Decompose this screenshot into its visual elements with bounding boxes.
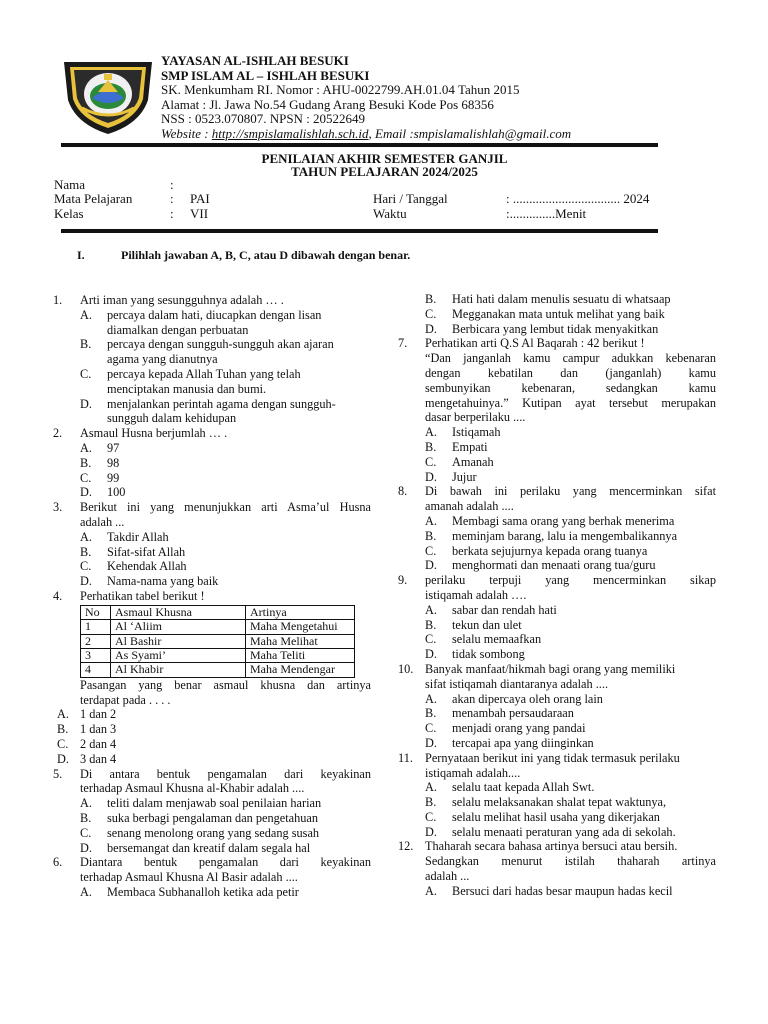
option-letter: C. bbox=[425, 809, 437, 824]
value-nama bbox=[190, 178, 210, 192]
option-text: percaya dengan sungguh-sungguh akan ajaran bbox=[107, 337, 334, 352]
option-text: Empati bbox=[452, 439, 488, 454]
info-divider bbox=[61, 229, 658, 233]
option-text: 98 bbox=[107, 455, 120, 470]
question-text: istiqamah adalah …. bbox=[425, 587, 527, 602]
option-d[interactable] bbox=[425, 322, 716, 337]
question-11 bbox=[398, 751, 716, 840]
option-c[interactable] bbox=[80, 559, 371, 574]
email-text: , Email :smpislamalishlah@gmail.com bbox=[368, 125, 572, 141]
option-text: Takdir Allah bbox=[107, 529, 169, 544]
table-cell: 1 bbox=[81, 620, 111, 634]
option-a[interactable] bbox=[57, 707, 371, 722]
option-text: Nama-nama yang baik bbox=[107, 574, 219, 589]
instruction-text: Pilihlah jawaban A, B, C, atau D dibawah dengan benar. bbox=[121, 248, 411, 262]
question-6-continued bbox=[398, 292, 716, 336]
option-letter: D. bbox=[80, 840, 92, 855]
option-b[interactable] bbox=[57, 722, 371, 737]
option-text: Kehendak Allah bbox=[107, 559, 187, 574]
option-letter: A. bbox=[80, 529, 92, 544]
option-text: Amanah bbox=[452, 454, 494, 469]
option-text: sungguh dalam kehidupan bbox=[107, 411, 237, 426]
table-cell: Maha Teliti bbox=[246, 648, 355, 662]
option-c[interactable] bbox=[425, 632, 716, 647]
option-text: Bersuci dari hadas besar maupun hadas kecil bbox=[452, 883, 673, 898]
table-cell: 4 bbox=[81, 663, 111, 677]
option-letter: A. bbox=[425, 883, 437, 898]
option-a[interactable] bbox=[425, 514, 716, 529]
question-2 bbox=[53, 426, 371, 500]
option-text: 2 dan 4 bbox=[80, 736, 117, 751]
question-3 bbox=[53, 500, 371, 589]
header-divider bbox=[61, 143, 658, 147]
question-number: 4. bbox=[53, 588, 63, 603]
school-logo-emblem bbox=[60, 56, 156, 136]
option-text: selalu taat kepada Allah Swt. bbox=[452, 780, 595, 795]
option-text: menambah persaudaraan bbox=[452, 706, 574, 721]
option-d[interactable] bbox=[80, 574, 371, 589]
question-12 bbox=[398, 839, 716, 898]
option-c[interactable] bbox=[425, 721, 716, 736]
question-text: perilaku terpuji yang mencerminkan sikap bbox=[425, 573, 716, 588]
option-letter: C. bbox=[425, 306, 437, 321]
question-text: terhadap Asmaul Khusna Al Basir adalah .... bbox=[80, 870, 298, 885]
table-cell: Al Bashir bbox=[111, 634, 246, 648]
label-mata-pelajaran: Mata Pelajaran bbox=[54, 191, 133, 207]
question-number: 12. bbox=[398, 839, 414, 854]
option-letter: B. bbox=[80, 337, 92, 352]
option-b[interactable] bbox=[425, 292, 716, 307]
option-text: menghormati dan menaati orang tua/guru bbox=[452, 558, 656, 573]
option-a[interactable] bbox=[425, 884, 716, 899]
option-letter: B. bbox=[425, 292, 437, 306]
option-text: menjalankan perintah agama dengan sungguh- bbox=[107, 396, 336, 411]
question-text: Diantara bentuk pengamalan dari keyakinan bbox=[80, 855, 371, 870]
option-letter: A. bbox=[80, 884, 92, 899]
question-text: Perhatikan arti Q.S Al Baqarah : 42 berikut ! bbox=[425, 336, 645, 351]
question-number: 11. bbox=[398, 750, 413, 765]
table-header: Asmaul Khusna bbox=[111, 605, 246, 619]
question-text: Di antara bentuk pengamalan dari keyakinan bbox=[80, 766, 371, 781]
option-b[interactable] bbox=[425, 440, 716, 455]
question-text: adalah ... bbox=[80, 514, 125, 529]
info-labels bbox=[54, 178, 132, 221]
option-letter: A. bbox=[80, 307, 92, 322]
question-number: 3. bbox=[53, 500, 63, 515]
option-text: teliti dalam menjawab soal penilaian harian bbox=[107, 796, 322, 811]
option-letter: B. bbox=[80, 544, 92, 559]
table-row bbox=[81, 648, 355, 662]
question-text: Sedangkan menurut istilah thaharah artinya bbox=[425, 854, 716, 869]
label-kelas: Kelas bbox=[54, 205, 84, 221]
question-10 bbox=[398, 662, 716, 751]
option-letter: B. bbox=[80, 455, 92, 470]
question-text: sifat istiqamah diantaranya adalah .... bbox=[425, 676, 609, 691]
option-text: 1 dan 2 bbox=[80, 707, 117, 722]
question-text: terdapat pada . . . . bbox=[80, 692, 171, 707]
option-letter: B. bbox=[80, 810, 92, 825]
foundation-name: YAYASAN AL-ISHLAH BESUKI bbox=[161, 53, 349, 68]
option-letter: D. bbox=[425, 558, 437, 573]
option-text: 100 bbox=[107, 485, 126, 500]
question-text: Pasangan yang benar asmaul khusna dan artinya bbox=[80, 677, 371, 692]
question-5 bbox=[53, 767, 371, 856]
question-text: Arti iman yang sesungguhnya adalah … . bbox=[80, 293, 284, 307]
option-letter: A. bbox=[425, 425, 437, 440]
label-hari-tanggal: Hari / Tanggal bbox=[373, 191, 448, 207]
option-text: 97 bbox=[107, 440, 120, 455]
question-text: istiqamah adalah.... bbox=[425, 765, 521, 780]
quote-text: mengetahuinya.” Kutipan ayat tersebut merupakan bbox=[425, 395, 716, 410]
value-kelas: VII bbox=[190, 205, 209, 221]
option-c[interactable] bbox=[80, 826, 371, 841]
option-a[interactable] bbox=[425, 780, 716, 795]
option-b[interactable] bbox=[425, 795, 716, 810]
table-cell: Al Khabir bbox=[111, 663, 246, 677]
option-text: Berbicara yang lembut tidak menyakitkan bbox=[452, 321, 659, 336]
table-cell: Maha Mendengar bbox=[246, 663, 355, 677]
option-letter: C. bbox=[57, 736, 69, 751]
option-text: tercapai apa yang diinginkan bbox=[452, 735, 594, 750]
quote-text: sembunyikan kebenaran, sedangkan kamu bbox=[425, 380, 716, 395]
website-link[interactable]: http://smpislamalishlah.sch.id bbox=[211, 125, 369, 141]
option-c[interactable] bbox=[425, 307, 716, 322]
question-text: adalah ... bbox=[425, 869, 470, 884]
option-d[interactable] bbox=[80, 397, 371, 427]
option-d[interactable] bbox=[57, 752, 371, 767]
table-row bbox=[81, 634, 355, 648]
option-letter: A. bbox=[80, 440, 92, 455]
option-letter: C. bbox=[425, 543, 437, 558]
option-letter: C. bbox=[80, 559, 92, 574]
question-text: Di bawah ini perilaku yang mencerminkan sifat bbox=[425, 484, 716, 499]
option-letter: A. bbox=[425, 780, 437, 795]
option-d[interactable] bbox=[425, 558, 716, 573]
option-letter: B. bbox=[425, 706, 437, 721]
option-letter: C. bbox=[425, 454, 437, 469]
option-text: menciptakan manusia dan bumi. bbox=[107, 381, 267, 396]
option-a[interactable] bbox=[425, 603, 716, 618]
option-text: 3 dan 4 bbox=[80, 751, 117, 766]
value-hari-tanggal: : ................................. 2024 bbox=[506, 191, 650, 207]
option-letter: C. bbox=[425, 632, 437, 647]
table-row bbox=[81, 663, 355, 677]
option-a[interactable] bbox=[80, 441, 371, 456]
option-letter: A. bbox=[80, 796, 92, 811]
table-cell: Maha Mengetahui bbox=[246, 620, 355, 634]
table-cell: Maha Melihat bbox=[246, 634, 355, 648]
question-number: 5. bbox=[53, 766, 63, 781]
value-mata-pelajaran: PAI bbox=[190, 191, 210, 207]
option-c[interactable] bbox=[57, 737, 371, 752]
value-waktu: :..............Menit bbox=[506, 205, 587, 221]
option-letter: B. bbox=[57, 722, 69, 737]
question-6 bbox=[53, 855, 371, 899]
question-1 bbox=[53, 293, 371, 426]
colon: : bbox=[170, 191, 174, 207]
question-number: 8. bbox=[398, 484, 408, 499]
option-text: selalu menaati peraturan yang ada di sekolah. bbox=[452, 824, 676, 839]
left-column bbox=[53, 293, 371, 900]
question-text: Perhatikan tabel berikut ! bbox=[80, 588, 205, 603]
option-text: diamalkan dengan perbuatan bbox=[107, 322, 249, 337]
table-header: No bbox=[81, 605, 111, 619]
option-text: Sifat-sifat Allah bbox=[107, 544, 186, 559]
option-b[interactable] bbox=[425, 618, 716, 633]
option-a[interactable] bbox=[80, 885, 371, 900]
question-number: 6. bbox=[53, 855, 63, 870]
question-number: 10. bbox=[398, 661, 414, 676]
label-waktu: Waktu bbox=[373, 205, 407, 221]
asmaul-husna-table bbox=[80, 605, 355, 678]
question-text: amanah adalah .... bbox=[425, 499, 514, 514]
info-right-values bbox=[506, 192, 649, 221]
table-cell: 3 bbox=[81, 648, 111, 662]
option-text: Membaca Subhanalloh ketika ada petir bbox=[107, 884, 299, 899]
option-d[interactable] bbox=[425, 470, 716, 485]
question-text: Banyak manfaat/hikmah bagi orang yang memiliki bbox=[425, 661, 676, 676]
option-letter: A. bbox=[425, 602, 437, 617]
label-nama: Nama bbox=[54, 177, 86, 192]
section-number: I. bbox=[77, 248, 85, 262]
option-letter: D. bbox=[425, 647, 437, 662]
option-d[interactable] bbox=[425, 647, 716, 662]
question-number: 9. bbox=[398, 573, 408, 588]
option-letter: B. bbox=[425, 617, 437, 632]
question-number: 7. bbox=[398, 336, 408, 351]
quote-text: “Dan janganlah kamu campur adukkan kebenaran bbox=[425, 351, 716, 366]
option-b[interactable] bbox=[425, 529, 716, 544]
option-letter: D. bbox=[425, 321, 437, 336]
school-address: Alamat : Jl. Jawa No.54 Gudang Arang Besuki Kode Pos 68356 bbox=[161, 96, 494, 112]
option-letter: D. bbox=[80, 574, 92, 589]
option-letter: B. bbox=[425, 528, 437, 543]
info-colons bbox=[170, 178, 174, 221]
question-9 bbox=[398, 573, 716, 662]
option-text: senang menolong orang yang sedang susah bbox=[107, 825, 320, 840]
option-b[interactable] bbox=[80, 456, 371, 471]
table-header-row bbox=[81, 605, 355, 619]
table-cell: 2 bbox=[81, 634, 111, 648]
exam-year: TAHUN PELAJARAN 2024/2025 bbox=[291, 164, 478, 179]
question-4 bbox=[53, 589, 371, 604]
option-b[interactable] bbox=[425, 706, 716, 721]
option-text: selalu melihat hasil usaha yang dikerjakan bbox=[452, 809, 660, 824]
option-text: meminjam barang, lalu ia mengembalikannya bbox=[452, 528, 678, 543]
option-c[interactable] bbox=[80, 367, 371, 397]
sk-number: SK. Menkumham RI. Nomor : AHU-0022799.AH.01.04 Tahun 2015 bbox=[161, 82, 520, 98]
option-text: tekun dan ulet bbox=[452, 617, 522, 632]
question-8 bbox=[398, 484, 716, 573]
option-text: selalu memaafkan bbox=[452, 632, 542, 647]
option-letter: D. bbox=[57, 751, 69, 766]
option-d[interactable] bbox=[425, 825, 716, 840]
option-b[interactable] bbox=[80, 545, 371, 560]
option-c[interactable] bbox=[425, 544, 716, 559]
option-text: Megganakan mata untuk melihat yang baik bbox=[452, 306, 665, 321]
option-letter: C. bbox=[80, 470, 92, 485]
option-text: bersemangat dan kreatif dalam segala hal bbox=[107, 840, 311, 855]
option-text: berkata sejujurnya kepada orang tuanya bbox=[452, 543, 648, 558]
option-text: suka berbagi pengalaman dan pengetahuan bbox=[107, 810, 319, 825]
option-letter: D. bbox=[425, 824, 437, 839]
option-letter: D. bbox=[425, 469, 437, 484]
option-letter: C. bbox=[80, 825, 92, 840]
question-text: Asmaul Husna berjumlah … . bbox=[80, 426, 228, 441]
option-text: Membagi sama orang yang berhak menerima bbox=[452, 513, 675, 528]
option-letter: D. bbox=[80, 485, 92, 500]
question-text: Berikut ini yang menunjukkan arti Asma’ul Husna bbox=[80, 500, 371, 515]
option-text: selalu melaksanakan shalat tepat waktunya, bbox=[452, 795, 667, 810]
option-a[interactable] bbox=[80, 530, 371, 545]
question-text: Pernyataan berikut ini yang tidak termasuk perilaku bbox=[425, 750, 680, 765]
table-header: Artinya bbox=[246, 605, 355, 619]
school-name: SMP ISLAM AL – ISHLAH BESUKI bbox=[161, 67, 370, 83]
option-letter: B. bbox=[425, 795, 437, 810]
question-number: 2. bbox=[53, 426, 63, 441]
quote-text: dasar berperilaku .... bbox=[425, 410, 526, 425]
option-letter: B. bbox=[425, 439, 437, 454]
option-d[interactable] bbox=[425, 736, 716, 751]
question-text: terhadap Asmaul Khusna al-Khabir adalah .... bbox=[80, 781, 305, 796]
contact-line bbox=[161, 127, 571, 142]
table-cell: As Syami’ bbox=[111, 648, 246, 662]
option-b[interactable] bbox=[80, 337, 371, 367]
section-instruction bbox=[77, 248, 410, 263]
nss-npsn: NSS : 0523.070807. NPSN : 20522649 bbox=[161, 111, 366, 127]
option-text: sabar dan rendah hati bbox=[452, 602, 557, 617]
colon: : bbox=[170, 205, 174, 221]
question-4-continued bbox=[53, 678, 371, 767]
option-letter: C. bbox=[80, 366, 92, 381]
question-7 bbox=[398, 336, 716, 484]
exam-title: PENILAIAN AKHIR SEMESTER GANJIL bbox=[261, 151, 508, 166]
right-column bbox=[398, 292, 716, 899]
option-a[interactable] bbox=[80, 796, 371, 811]
option-a[interactable] bbox=[425, 692, 716, 707]
table-cell: Al ‘Aliim bbox=[111, 620, 246, 634]
school-letterhead bbox=[161, 54, 571, 142]
info-right-labels bbox=[373, 192, 448, 221]
option-text: Jujur bbox=[452, 469, 477, 484]
option-text: 99 bbox=[107, 470, 120, 485]
question-number: 1. bbox=[53, 293, 63, 307]
option-letter: D. bbox=[80, 396, 92, 411]
option-d[interactable] bbox=[80, 485, 371, 500]
option-b[interactable] bbox=[80, 811, 371, 826]
option-letter: A. bbox=[425, 691, 437, 706]
option-c[interactable] bbox=[80, 471, 371, 486]
option-a[interactable] bbox=[80, 308, 371, 338]
option-text: agama yang dianutnya bbox=[107, 352, 218, 367]
option-letter: D. bbox=[425, 735, 437, 750]
colon: : bbox=[170, 177, 174, 192]
option-letter: C. bbox=[425, 721, 437, 736]
option-text: percaya kepada Allah Tuhan yang telah bbox=[107, 366, 301, 381]
option-c[interactable] bbox=[425, 810, 716, 825]
option-text: Istiqamah bbox=[452, 425, 501, 440]
option-text: percaya dalam hati, diucapkan dengan lisan bbox=[107, 307, 322, 322]
option-text: akan dipercaya oleh orang lain bbox=[452, 691, 603, 706]
info-values bbox=[190, 178, 210, 221]
option-d[interactable] bbox=[80, 841, 371, 856]
quote-text: dengan kebatilan dan (janganlah) kamu bbox=[425, 365, 716, 380]
option-letter: A. bbox=[57, 707, 69, 722]
option-c[interactable] bbox=[425, 455, 716, 470]
option-letter: A. bbox=[425, 513, 437, 528]
option-text: Hati hati dalam menulis sesuatu di whatsaap bbox=[452, 292, 671, 306]
option-text: tidak sombong bbox=[452, 647, 525, 662]
option-text: 1 dan 3 bbox=[80, 722, 117, 737]
table-row bbox=[81, 620, 355, 634]
option-a[interactable] bbox=[425, 425, 716, 440]
website-label: Website : bbox=[161, 125, 212, 141]
option-text: menjadi orang yang pandai bbox=[452, 721, 586, 736]
question-text: Thaharah secara bahasa artinya bersuci atau bersih. bbox=[425, 839, 678, 854]
